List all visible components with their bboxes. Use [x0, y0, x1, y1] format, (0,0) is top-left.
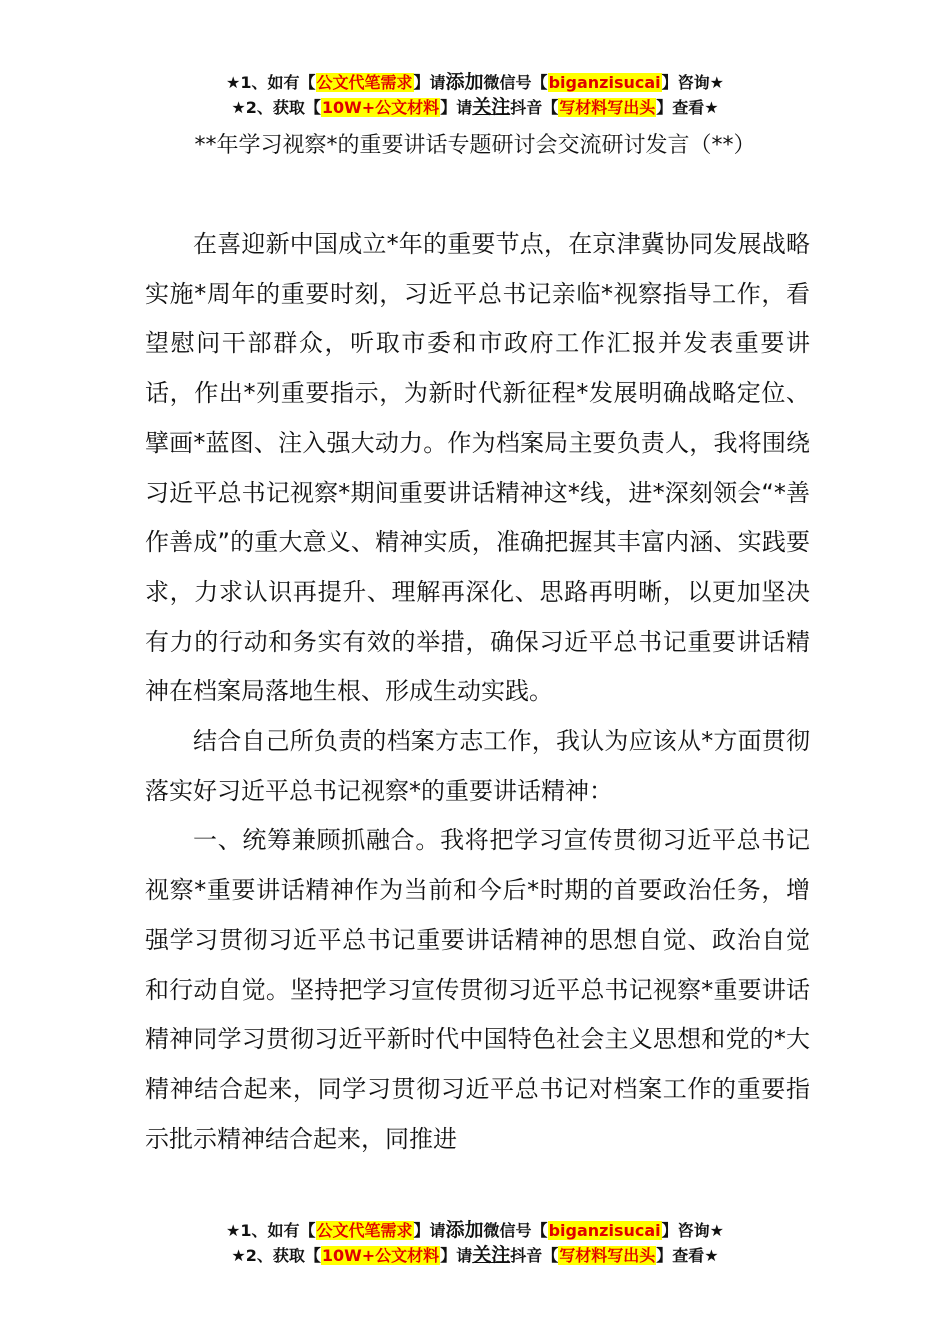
document-title: **年学习视察*的重要讲话专题研讨会交流研讨发言（**） — [194, 133, 756, 158]
banner-wechat-id: biganzisucai — [548, 73, 661, 92]
document-body — [145, 220, 810, 1164]
banner-highlight: 10W+公文材料 — [321, 1246, 440, 1265]
paragraph: 结合自己所负责的档案方志工作，我认为应该从*方面贯彻落实好习近平总书记视察*的重要讲话精神： — [145, 727, 810, 805]
banner-line-2: ★2、获取【10W+公文材料】请关注抖音【写材料写出头】查看★ — [231, 1244, 719, 1266]
banner-highlight: 公文代笔需求 — [316, 73, 413, 92]
paragraph: 在喜迎新中国成立*年的重要节点，在京津冀协同发展战略实施*周年的重要时刻，习近平总书记亲临*视察指导工作，看望慰问干部群众，听取市委和市政府工作汇报并发表重要讲话，作出*列重要指示，为新时代新征程*发展明确战略定位、擘画*蓝图、注入强大动力。作为档案局主要负责人，我将围绕习近平总书记视察*期间重要讲话精神这*线，进*深刻领会“*善作善成”的重大意义、精神实质，准确把握其丰富内涵、实践要求，力求认识再提升、理解再深化、思路再明晰，以更加坚决有力的行动和务实有效的举措，确保习近平总书记重要讲话精神在档案局落地生根、形成生动实践。 — [145, 230, 810, 706]
banner-highlight: 公文代笔需求 — [316, 1221, 413, 1240]
banner-line-2: ★2、获取【10W+公文材料】请关注抖音【写材料写出头】查看★ — [231, 96, 719, 118]
banner-wechat-id: biganzisucai — [548, 1221, 661, 1240]
banner-douyin-id: 写材料写出头 — [559, 98, 656, 117]
bottom-banner — [0, 1218, 950, 1268]
banner-highlight: 10W+公文材料 — [321, 98, 440, 117]
banner-douyin-id: 写材料写出头 — [559, 1246, 656, 1265]
banner-line-1: ★1、如有【公文代笔需求】请添加微信号【biganzisucai】咨询★ — [226, 71, 724, 93]
paragraph: 一、统筹兼顾抓融合。我将把学习宣传贯彻习近平总书记视察*重要讲话精神作为当前和今后*时期的首要政治任务，增强学习贯彻习近平总书记重要讲话精神的思想自觉、政治自觉和行动自觉。坚持把学习宣传贯彻习近平总书记视察*重要讲话精神同学习贯彻习近平新时代中国特色社会主义思想和党的*大精神结合起来，同学习贯彻习近平总书记对档案工作的重要指示批示精神结合起来，同推进 — [145, 826, 810, 1153]
banner-line-1: ★1、如有【公文代笔需求】请添加微信号【biganzisucai】咨询★ — [226, 1219, 724, 1241]
top-banner — [0, 70, 950, 120]
